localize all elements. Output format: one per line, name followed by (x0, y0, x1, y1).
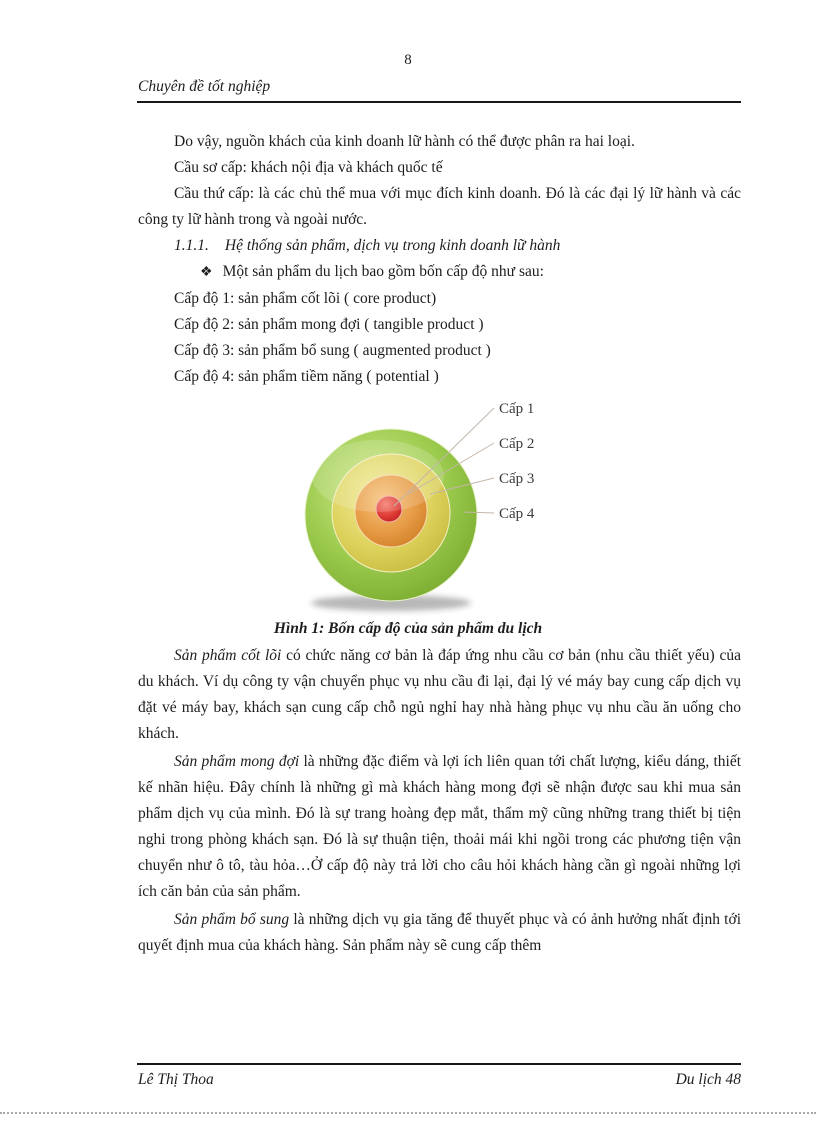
body-section (138, 643, 741, 959)
paragraph: Do vậy, nguồn khách của kinh doanh lữ hành có thể được phân ra hai loại. (174, 133, 635, 150)
level-line: Cấp độ 4: sản phẩm tiềm năng ( potential ) (174, 368, 439, 385)
paragraph-text: là những đặc điểm và lợi ích liên quan tới chất lượng, kiểu dáng, thiết kế nhãn hiệu. Đây chính là những gì mà khách hàng mong đợi sẽ nhận được sau khi mua sản phẩm dịch vụ của mình. Đó là sự trang hoàng đẹp mắt, thẩm mỹ cũng những trang thiết bị tiện nghi trong phòng khách sạn. Đó là sự thuận tiện, thoải mái khi ngồi trong các phương tiện vận chuyển như ô tô, tàu hỏa…Ở cấp độ này trả lời cho câu hỏi khách hàng cần gì ngoài những lợi ích căn bản của sản phẩm. (138, 753, 742, 900)
diagram-label-cap1: Cấp 1 (499, 401, 535, 417)
paragraph (138, 907, 741, 959)
footer-course: Du lịch 48 (675, 1071, 741, 1088)
diamond-bullet-icon: ❖ (200, 265, 213, 280)
level-line: Cấp độ 3: sản phẩm bổ sung ( augmented product ) (174, 342, 491, 359)
section-number: 1.1.1. (174, 237, 209, 254)
footer-author: Lê Thị Thoa (138, 1071, 214, 1088)
bullet-text: Một sản phẩm du lịch bao gồm bốn cấp độ như sau: (222, 263, 544, 280)
figure-caption: Hình 1: Bốn cấp độ của sản phẩm du lịch (273, 620, 543, 637)
paragraph-lead: Sản phẩm mong đợi (174, 753, 300, 770)
paragraph (138, 749, 741, 905)
bottom-dotted-rule (0, 1112, 816, 1114)
bullet-line (138, 259, 741, 286)
footer-rule (137, 1063, 741, 1065)
diagram-label-cap3: Cấp 3 (499, 471, 535, 487)
paragraph-text: là những dịch vụ gia tăng để thuyết phục và có ảnh hưởng nhất định tới quyết định mua của khách hàng. Sản phẩm này sẽ cung cấp thêm (138, 911, 741, 954)
paragraph-lead: Sản phẩm bổ sung (174, 911, 290, 928)
section-heading (138, 233, 741, 259)
concentric-circles-figure (0, 386, 816, 618)
header-rule (137, 101, 741, 103)
page-number: 8 (404, 52, 412, 68)
paragraph-lead: Sản phẩm cốt lõi (174, 647, 282, 664)
running-header: Chuyên đề tốt nghiệp (138, 78, 271, 95)
section-title: Hệ thống sản phẩm, dịch vụ trong kinh doanh lữ hành (224, 237, 561, 254)
level-line: Cấp độ 2: sản phẩm mong đợi ( tangible product ) (174, 316, 484, 333)
paragraph (138, 643, 741, 747)
intro-section (138, 129, 741, 390)
level-line: Cấp độ 1: sản phẩm cốt lõi ( core product) (174, 290, 437, 307)
paragraph: Cầu thứ cấp: là các chủ thể mua với mục đích kinh doanh. Đó là các đại lý lữ hành và các công ty lữ hành trong và ngoài nước. (138, 185, 741, 228)
paragraph-text: có chức năng cơ bản là đáp ứng nhu cầu cơ bản (nhu cầu thiết yếu) của du khách. Ví dụ công ty vận chuyển phục vụ nhu cầu đi lại, đại lý vé máy bay cung cấp dịch vụ đặt vé máy bay, khách sạn cung cấp chỗ ngủ nghỉ hay nhà hàng phục vụ nhu cầu ăn uống cho khách. (138, 647, 741, 742)
product-levels-diagram (0, 386, 816, 618)
diagram-label-cap4: Cấp 4 (499, 506, 535, 522)
diagram-label-cap2: Cấp 2 (499, 436, 535, 452)
paragraph: Cầu sơ cấp: khách nội địa và khách quốc tế (174, 159, 443, 176)
